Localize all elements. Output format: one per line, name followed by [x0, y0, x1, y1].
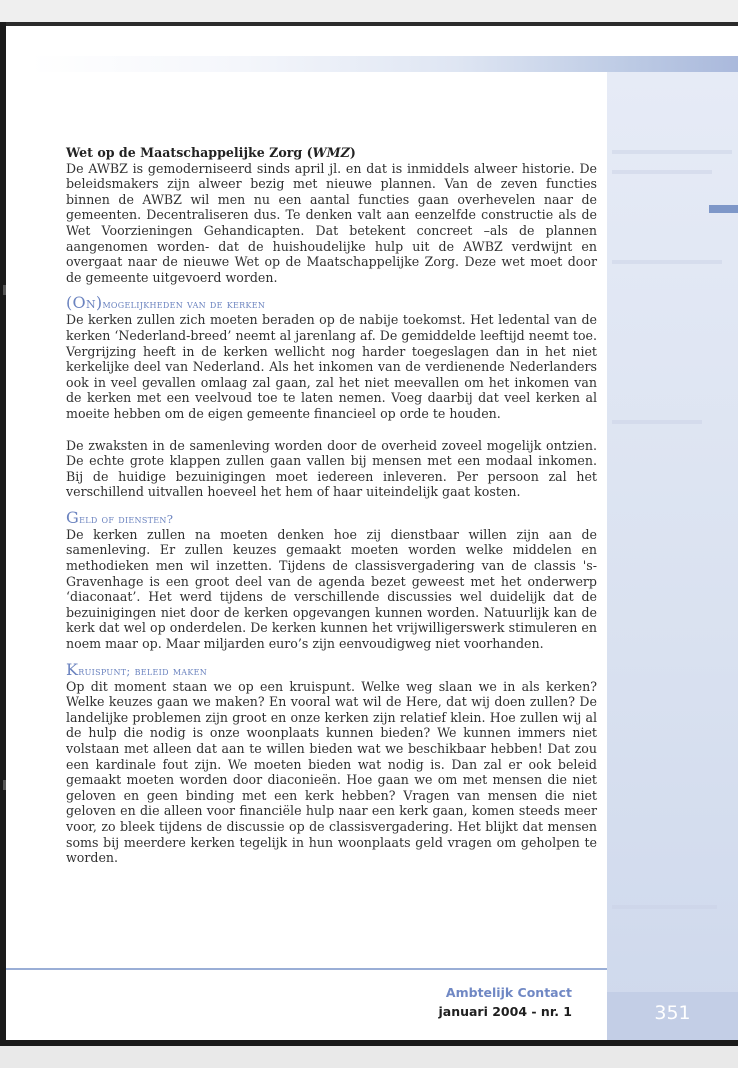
page-number: 351 — [654, 1002, 691, 1024]
bleed-through-line — [612, 905, 717, 909]
footer-rule — [6, 968, 607, 970]
section-heading-kruispunt: Kruispunt; beleid maken — [66, 659, 208, 679]
punch-hole-mark — [3, 780, 6, 790]
intro-paragraph: De AWBZ is gemoderniseerd sinds april jl. en dat is inmiddels alweer historie. De beleidsmakers zijn alweer bezig met nieuwe plannen. Van de zeven functies binnen de AWBZ wil men nu een aantal functies gaan overhevelen naar de gemeenten. Decentraliseren dus. Te denken valt aan eenzelfde constructie als de Wet Voorzieningen Gehandicapten. Dat betekent concreet –als de plannen aangenomen worden- dat de huishoudelijke hulp uit de AWBZ verdwijnt en overgaat naar de nieuwe Wet op de Maatschappelijke Zorg. Deze wet moet door de gemeente uitgevoerd worden. — [66, 160, 597, 285]
page-top-edge — [6, 22, 738, 26]
scan-background-top — [0, 0, 738, 22]
bleed-through-line — [612, 260, 722, 264]
paragraph: De zwaksten in de samenleving worden door de overheid zoveel mogelijk ontzien. De echte grote klappen zullen gaan vallen bij mensen met een modaal inkomen. Bij de huidige bezuinigingen moet iedereen inleveren. Per persoon zal het verschillend uitvallen hoeveel het hem of haar uiteindelijk gaat kosten. — [66, 437, 597, 500]
section-marker-tab — [709, 205, 738, 213]
scan-background-bottom — [0, 1046, 738, 1068]
section-heading-geld-of-diensten: Geld of diensten? — [66, 507, 174, 527]
footer-publication-title: Ambtelijk Contact — [445, 985, 572, 1000]
header-gradient-band — [30, 56, 738, 72]
punch-hole-mark — [3, 285, 6, 295]
bleed-through-line — [612, 150, 732, 154]
section-heading-mogelijkheden: (On)mogelijkheden van de kerken — [66, 293, 266, 313]
article-body — [66, 145, 597, 866]
paragraph: Op dit moment staan we op een kruispunt. Welke weg slaan we in als kerken? Welke keuzes gaan we maken? En vooral wat wil de Here, dat wij doen zullen? De landelijke problemen zijn groot en onze kerken zijn relatief klein. Hoe zullen wij al de hulp die nodig is onze woonplaats kunnen bieden? We kunnen immers niet volstaan met alleen dat aan te willen bieden wat we beschikbaar hebben! Dat zou een kardinale fout zijn. We moeten bieden wat nodig is. Dan zal er ook beleid gemaakt moeten worden door diaconieën. Hoe gaan we om met mensen die niet geloven en geen binding met een kerk hebben? Vragen van mensen die niet geloven en die alleen voor financiële hulp naar een kerk gaan, komen steeds meer voor, zo bleek tijdens de discussie op de classisvergadering. Het blijkt dat mensen soms bij meerdere kerken tegelijk in hun woonplaats geld vragen om geholpen te worden. — [66, 678, 597, 866]
right-sidebar-column — [607, 72, 738, 1046]
bleed-through-line — [612, 170, 712, 174]
page-left-edge — [0, 22, 6, 1046]
footer-issue-date: januari 2004 - nr. 1 — [438, 1004, 572, 1019]
paragraph: De kerken zullen zich moeten beraden op de nabije toekomst. Het ledental van de kerken ‘Nederland-breed’ neemt al jarenlang af. De gemiddelde leeftijd neemt toe. Vergrijzing heeft in de kerken wellicht nog harder toegeslagen dan in het niet kerkelijke deel van Nederland. Als het inkomen van de verdienende Nederlanders ook in veel gevallen omlaag zal gaan, zal het niet meevallen om het inkomen van de kerken met een veelvoud toe te laten nemen. Voeg daarbij dat veel kerken al moeite hebben om de eigen gemeente financieel op orde te houden. — [66, 312, 597, 421]
article-heading: Wet op de Maatschappelijke Zorg (WMZ) — [66, 145, 356, 160]
paragraph: De kerken zullen na moeten denken hoe zij dienstbaar willen zijn aan de samenleving. Er zullen keuzes gemaakt moeten worden welke middelen en methodieken men wil inzetten. Tijdens de classisvergadering van de classis 's-Gravenhage is een groot deel van de agenda bezet geweest met het onderwerp ‘diaconaat’. Het werd tijdens de verschillende discussies wel duidelijk dat de bezuinigingen niet door de kerken opgevangen kunnen worden. Natuurlijk kan de kerk dat wel op onderdelen. De kerken kunnen het vrijwilligerswerk stimuleren en noem maar op. Maar miljarden euro’s zijn eenvoudigweg niet voorhanden. — [66, 526, 597, 652]
page-number-box — [607, 992, 738, 1040]
bleed-through-line — [612, 420, 702, 424]
